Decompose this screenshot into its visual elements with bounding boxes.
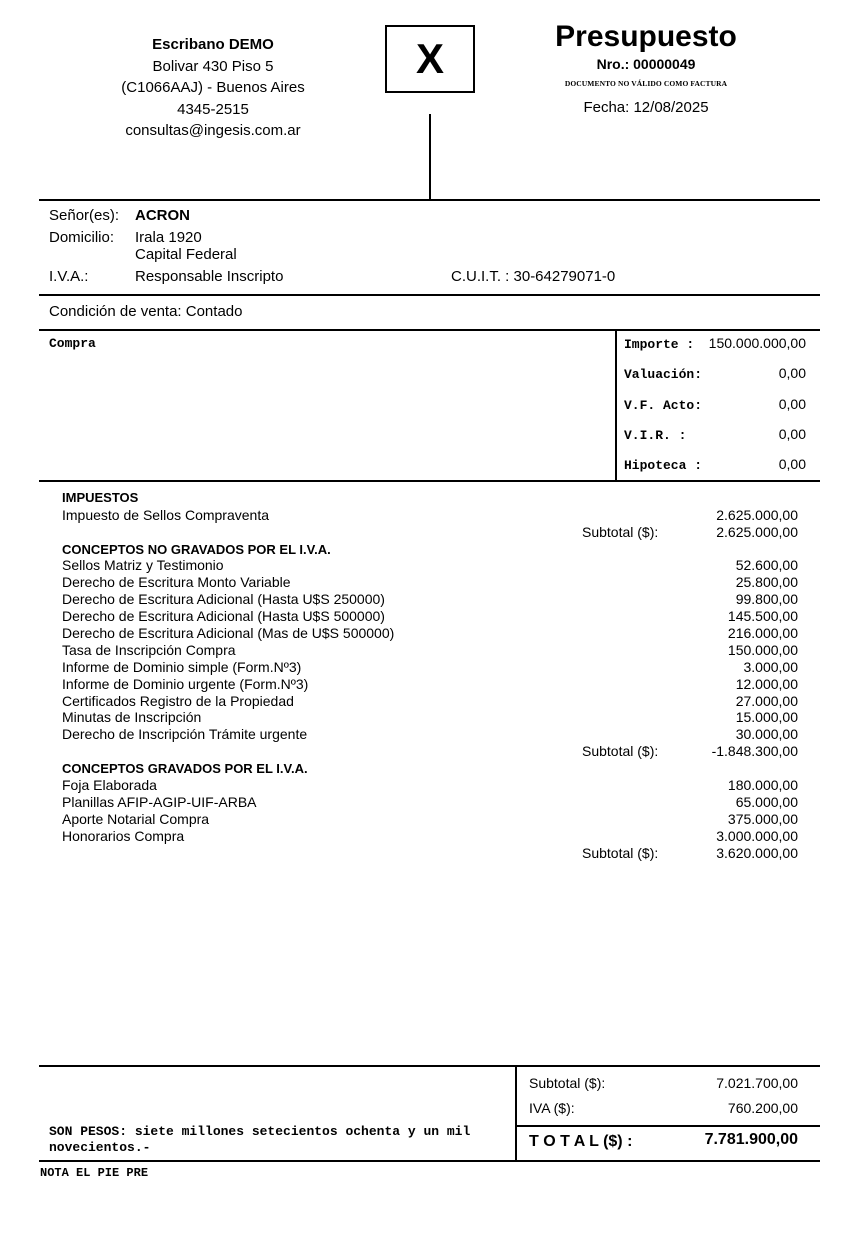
company-address: Bolivar 430 Piso 5 (152, 57, 274, 75)
separator-line (39, 199, 820, 201)
line-item-amount: 150.000,00 (727, 642, 798, 658)
value-row-hipoteca (624, 456, 806, 473)
line-item-amount: 3.000,00 (743, 659, 798, 675)
line-item-amount: 30.000,00 (735, 726, 798, 742)
value-amount: 0,00 (778, 365, 806, 381)
value-label: Importe : (624, 337, 695, 352)
totals-iva: 760.200,00 (727, 1100, 798, 1116)
section-title: CONCEPTOS NO GRAVADOS POR EL I.V.A. (62, 542, 331, 557)
footer-note: NOTA EL PIE PRE (40, 1166, 149, 1180)
line-item-label: Derecho de Inscripción Trámite urgente (62, 726, 308, 742)
header-divider (429, 114, 431, 200)
line-item-amount: 145.500,00 (727, 608, 798, 624)
line-item-label: Derecho de Escritura Monto Variable (62, 574, 291, 590)
value-row-importe (624, 335, 806, 352)
line-item-label: Minutas de Inscripción (62, 709, 202, 725)
line-item-label: Derecho de Escritura Adicional (Mas de U$S 500000) (62, 625, 395, 641)
client-address-line2: Capital Federal (135, 246, 237, 263)
value-amount: 0,00 (778, 426, 806, 442)
line-item-label: Impuesto de Sellos Compraventa (62, 507, 269, 523)
subtotal-amount: -1.848.300,00 (711, 743, 798, 759)
client-name: ACRON (135, 207, 190, 224)
company-name: Escribano DEMO (152, 36, 274, 53)
line-item-amount: 12.000,00 (735, 676, 798, 692)
total-amount: 7.781.900,00 (704, 1131, 798, 1148)
line-item-label: Foja Elaborada (62, 777, 157, 793)
totals-subtotal: 7.021.700,00 (716, 1075, 798, 1091)
value-row-valuacion (624, 365, 806, 382)
client-address-line1: Irala 1920 (135, 229, 202, 246)
value-label: Hipoteca : (624, 458, 703, 473)
client-iva: Responsable Inscripto (135, 268, 284, 285)
value-label: V.F. Acto: (624, 398, 703, 413)
sale-condition: Condición de venta: Contado (49, 303, 243, 320)
totals-divider (515, 1065, 517, 1161)
document-date: Fecha: 12/08/2025 (583, 99, 709, 116)
value-label: Valuación: (624, 367, 703, 382)
client-cuit: C.U.I.T. : 30-64279071-0 (451, 268, 616, 285)
client-name-label: Señor(es): (49, 207, 120, 224)
value-row-vir (624, 426, 806, 443)
client-address-label: Domicilio: (49, 229, 115, 246)
line-item-amount: 216.000,00 (727, 625, 798, 641)
line-item-label: Aporte Notarial Compra (62, 811, 210, 827)
line-item-label: Honorarios Compra (62, 828, 185, 844)
totals-subtotal-label: Subtotal ($): (529, 1075, 606, 1091)
line-item-amount: 15.000,00 (735, 709, 798, 725)
subtotal-label: Subtotal ($): (582, 524, 659, 540)
company-info (98, 34, 328, 142)
line-item-amount: 99.800,00 (735, 591, 798, 607)
value-amount: 0,00 (778, 396, 806, 412)
subtotal-amount: 3.620.000,00 (716, 845, 798, 861)
separator-line (39, 329, 820, 331)
separator-line (39, 1065, 820, 1067)
line-item-amount: 375.000,00 (727, 811, 798, 827)
separator-line (39, 1160, 820, 1162)
value-label: V.I.R. : (624, 428, 687, 443)
document-number: Nro.: 00000049 (596, 56, 696, 72)
separator-line (39, 294, 820, 296)
line-item-label: Informe de Dominio simple (Form.Nº3) (62, 659, 302, 675)
total-label: T O T A L ($) : (529, 1133, 633, 1150)
client-iva-label: I.V.A.: (49, 268, 89, 285)
company-city: (C1066AAJ) - Buenos Aires (121, 79, 305, 96)
line-item-label: Certificados Registro de la Propiedad (62, 693, 294, 709)
document-title: Presupuesto (555, 20, 737, 53)
section-title: CONCEPTOS GRAVADOS POR EL I.V.A. (62, 761, 308, 776)
line-item-amount: 180.000,00 (727, 777, 798, 793)
line-item-amount: 27.000,00 (735, 693, 798, 709)
subtotal-amount: 2.625.000,00 (716, 524, 798, 540)
line-item-amount: 3.000.000,00 (716, 828, 798, 844)
line-item-label: Informe de Dominio urgente (Form.Nº3) (62, 676, 309, 692)
line-item-label: Derecho de Escritura Adicional (Hasta U$S 500000) (62, 608, 385, 624)
section-title: IMPUESTOS (62, 490, 139, 505)
value-row-vf-acto (624, 396, 806, 413)
separator-line (39, 480, 820, 482)
line-item-label: Tasa de Inscripción Compra (62, 642, 236, 658)
value-amount: 0,00 (778, 456, 806, 472)
line-item-amount: 25.800,00 (735, 574, 798, 590)
company-phone: 4345-2515 (177, 100, 249, 118)
document-disclaimer: DOCUMENTO NO VÁLIDO COMO FACTURA (564, 79, 728, 88)
subtotal-label: Subtotal ($): (582, 743, 659, 759)
line-item-amount: 65.000,00 (735, 794, 798, 810)
line-item-amount: 52.600,00 (735, 557, 798, 573)
subtotal-label: Subtotal ($): (582, 845, 659, 861)
document-letter-box: X (385, 25, 475, 93)
separator-line (515, 1125, 820, 1127)
line-item-label: Derecho de Escritura Adicional (Hasta U$S 250000) (62, 591, 385, 607)
totals-iva-label: IVA ($): (529, 1100, 575, 1116)
operation-description: Compra (49, 336, 96, 351)
line-item-label: Sellos Matriz y Testimonio (62, 557, 224, 573)
operation-divider (615, 329, 617, 480)
amount-in-words: SON PESOS: siete millones setecientos ochenta y un mil novecientos.- (49, 1124, 471, 1155)
line-item-label: Planillas AFIP-AGIP-UIF-ARBA (62, 794, 257, 810)
company-email: consultas@ingesis.com.ar (125, 122, 301, 139)
line-item-amount: 2.625.000,00 (716, 507, 798, 523)
value-amount: 150.000.000,00 (708, 335, 806, 351)
